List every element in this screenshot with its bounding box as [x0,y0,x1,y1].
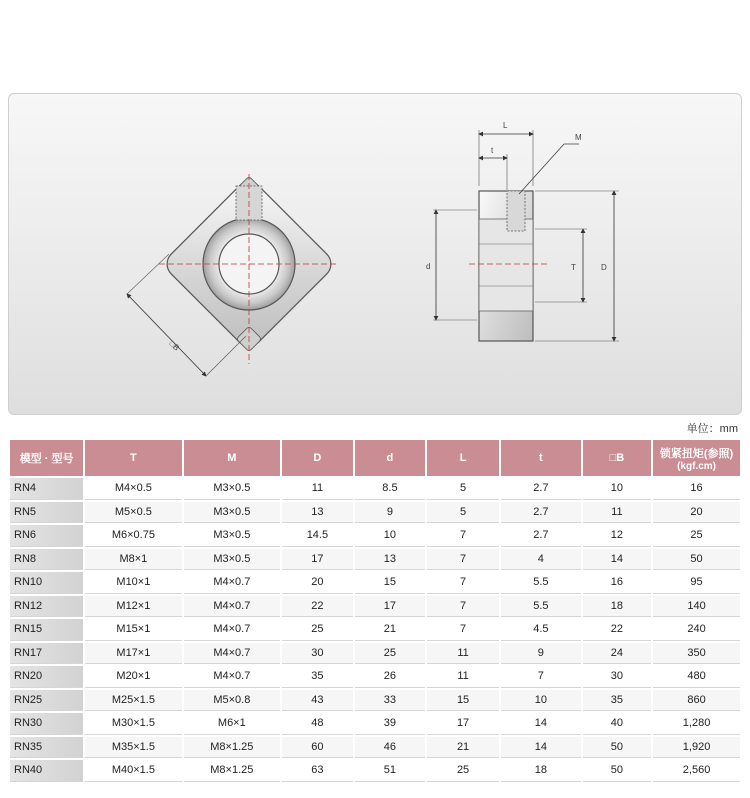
column-header-label: d [386,452,394,464]
table-cell: 15 [355,572,425,594]
table-row [10,666,740,688]
table-cell: M4×0.5 [85,478,181,500]
table-cell: 63 [282,760,353,782]
model-cell: RN40 [10,760,83,782]
column-header [184,440,280,476]
model-cell: RN20 [10,666,83,688]
unit-note: 单位：mm [686,423,738,435]
table-cell: 2,560 [653,760,740,782]
table-cell: M4×0.7 [184,596,280,618]
table-cell: 20 [282,572,353,594]
column-header [85,440,181,476]
table-cell: 14 [501,737,581,759]
table-row [10,619,740,641]
table-cell: 33 [355,690,425,712]
spec-table [8,438,742,784]
column-header [10,440,83,476]
table-cell: 16 [583,572,651,594]
table-cell: 12 [583,525,651,547]
table-cell: 5.5 [501,596,581,618]
table-cell: 7 [427,572,499,594]
table-cell: 50 [653,549,740,571]
table-cell: 860 [653,690,740,712]
table-cell: 480 [653,666,740,688]
table-cell: M8×1 [85,549,181,571]
table-cell: M30×1.5 [85,713,181,735]
column-header-label: 锁紧扭矩(参照) [659,447,734,460]
table-cell: 9 [501,643,581,665]
label-D: D [601,263,607,272]
label-M: M [575,133,582,142]
table-cell: 7 [501,666,581,688]
model-cell: RN5 [10,502,83,524]
table-cell: 17 [282,549,353,571]
table-cell: 50 [583,760,651,782]
table-cell: 40 [583,713,651,735]
table-cell: M17×1 [85,643,181,665]
table-cell: 8.5 [355,478,425,500]
table-cell: 2.7 [501,525,581,547]
table-cell: 18 [583,596,651,618]
label-B: □B [167,339,182,353]
label-t: t [491,146,494,155]
model-cell: RN35 [10,737,83,759]
table-cell: 5 [427,478,499,500]
table-cell: M20×1 [85,666,181,688]
table-cell: 39 [355,713,425,735]
table-row [10,572,740,594]
table-cell: 50 [583,737,651,759]
table-cell: 20 [653,502,740,524]
label-d: d [426,262,431,271]
front-view [127,174,339,376]
table-cell: 25 [653,525,740,547]
table-cell: 2.7 [501,478,581,500]
column-header-label: D [313,452,322,464]
model-cell: RN10 [10,572,83,594]
table-cell: 4 [501,549,581,571]
column-header-sub: (kgf.cm) [677,460,716,472]
table-cell: M10×1 [85,572,181,594]
table-row [10,760,740,782]
model-cell: RN6 [10,525,83,547]
table-cell: 35 [282,666,353,688]
side-view [426,121,619,341]
table-cell: M6×0.75 [85,525,181,547]
table-row [10,596,740,618]
table-cell: 16 [653,478,740,500]
table-cell: M3×0.5 [184,478,280,500]
table-cell: 11 [427,643,499,665]
column-header [355,440,425,476]
table-cell: 350 [653,643,740,665]
table-cell: M3×0.5 [184,525,280,547]
table-cell: M12×1 [85,596,181,618]
column-header-label: 模型 · 型号 [19,453,74,465]
table-cell: 7 [427,549,499,571]
technical-drawing [9,94,742,415]
table-cell: M3×0.5 [184,549,280,571]
table-cell: 25 [282,619,353,641]
column-header-label: L [459,452,467,464]
table-cell: 240 [653,619,740,641]
table-cell: 1,280 [653,713,740,735]
table-row [10,525,740,547]
model-cell: RN30 [10,713,83,735]
table-cell: 10 [501,690,581,712]
table-cell: M25×1.5 [85,690,181,712]
table-row [10,643,740,665]
column-header [282,440,353,476]
table-row [10,713,740,735]
column-header [653,440,740,476]
table-cell: 14 [501,713,581,735]
table-row [10,549,740,571]
table-cell: 15 [427,690,499,712]
table-cell: M8×1.25 [184,760,280,782]
table-cell: M4×0.7 [184,619,280,641]
table-cell: 7 [427,619,499,641]
model-cell: RN8 [10,549,83,571]
table-row [10,502,740,524]
table-cell: 17 [427,713,499,735]
table-cell: 95 [653,572,740,594]
table-cell: 26 [355,666,425,688]
table-body [10,478,740,782]
table-cell: M4×0.7 [184,572,280,594]
table-cell: M5×0.8 [184,690,280,712]
table-cell: 51 [355,760,425,782]
table-cell: 17 [355,596,425,618]
table-cell: 24 [583,643,651,665]
column-header [583,440,651,476]
table-header-row [10,440,740,476]
label-T: T [571,263,576,272]
model-cell: RN12 [10,596,83,618]
table-cell: 22 [282,596,353,618]
table-cell: M5×0.5 [85,502,181,524]
table-row [10,478,740,500]
table-cell: 60 [282,737,353,759]
table-cell: 11 [583,502,651,524]
table-cell: 7 [427,525,499,547]
model-cell: RN4 [10,478,83,500]
table-cell: M6×1 [184,713,280,735]
table-cell: 35 [583,690,651,712]
table-cell: 13 [282,502,353,524]
table-cell: 5.5 [501,572,581,594]
table-cell: 25 [355,643,425,665]
model-cell: RN25 [10,690,83,712]
table-cell: 22 [583,619,651,641]
table-cell: 18 [501,760,581,782]
table-cell: 46 [355,737,425,759]
table-cell: 7 [427,596,499,618]
column-header-label: □B [609,452,625,464]
table-cell: 21 [427,737,499,759]
table-cell: 5 [427,502,499,524]
model-cell: RN15 [10,619,83,641]
table-cell: 30 [583,666,651,688]
table-cell: 48 [282,713,353,735]
table-cell: 4.5 [501,619,581,641]
table-cell: 2.7 [501,502,581,524]
table-cell: 14 [583,549,651,571]
table-cell: M40×1.5 [85,760,181,782]
table-cell: 10 [583,478,651,500]
table-cell: 11 [282,478,353,500]
table-cell: 1,920 [653,737,740,759]
table-cell: 21 [355,619,425,641]
column-header-label: T [130,452,137,464]
table-cell: 30 [282,643,353,665]
column-header-label: M [227,452,237,464]
table-cell: M35×1.5 [85,737,181,759]
table-cell: 140 [653,596,740,618]
table-cell: 10 [355,525,425,547]
column-header [427,440,499,476]
model-cell: RN17 [10,643,83,665]
table-cell: M15×1 [85,619,181,641]
table-cell: 14.5 [282,525,353,547]
technical-drawing-panel [8,93,742,415]
table-cell: 11 [427,666,499,688]
table-row [10,690,740,712]
table-cell: M4×0.7 [184,643,280,665]
table-cell: M3×0.5 [184,502,280,524]
table-cell: 43 [282,690,353,712]
table-row [10,737,740,759]
table-cell: 13 [355,549,425,571]
table-cell: 25 [427,760,499,782]
table-cell: M4×0.7 [184,666,280,688]
table-cell: 9 [355,502,425,524]
column-header-label: t [539,452,543,464]
table-cell: M8×1.25 [184,737,280,759]
label-L: L [503,121,508,130]
column-header [501,440,581,476]
